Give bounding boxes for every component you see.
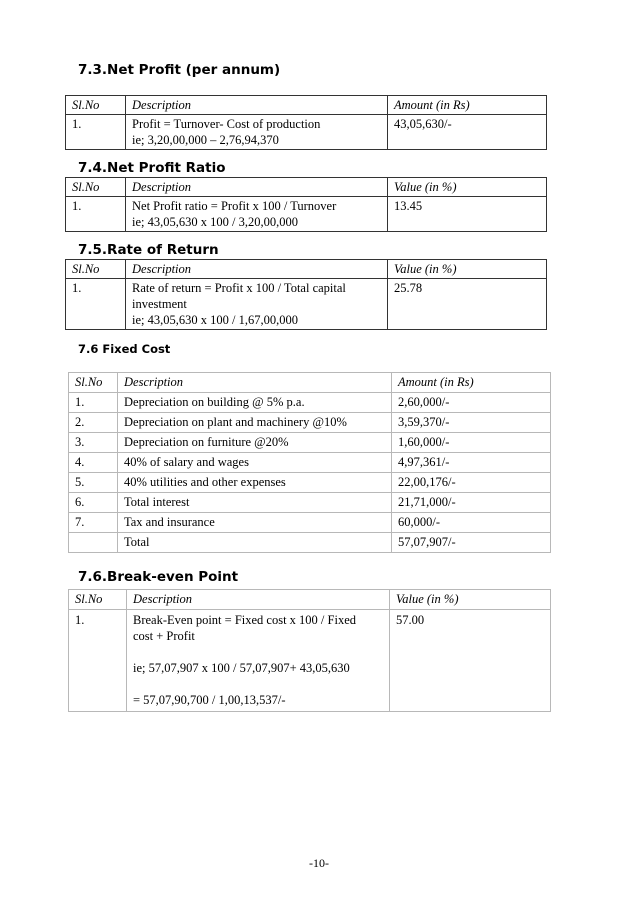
table-row xyxy=(66,115,547,150)
fixed-cost-table xyxy=(68,372,551,553)
description-line: ie; 3,20,00,000 – 2,76,94,370 xyxy=(132,133,279,147)
table-header-row xyxy=(66,96,547,115)
row-number: 5. xyxy=(69,473,118,493)
row-value: 2,60,000/- xyxy=(392,393,551,413)
row-value: 22,00,176/- xyxy=(392,473,551,493)
row-description: 40% of salary and wages xyxy=(118,453,392,473)
header-description: Description xyxy=(126,260,388,279)
row-description: Total interest xyxy=(118,493,392,513)
table-row xyxy=(69,393,551,413)
table-header-row xyxy=(69,590,551,610)
header-description: Description xyxy=(127,590,390,610)
row-value: 57.00 xyxy=(390,610,551,712)
table-row xyxy=(69,610,551,712)
rate-of-return-table xyxy=(65,259,547,330)
table-row xyxy=(69,413,551,433)
row-number: 2. xyxy=(69,413,118,433)
description-line: ie; 57,07,907 x 100 / 57,07,907+ 43,05,630 xyxy=(133,661,350,675)
header-value: Value (in %) xyxy=(388,178,547,197)
description-line: Profit = Turnover- Cost of production xyxy=(132,117,321,131)
header-description: Description xyxy=(126,96,388,115)
row-number: 1. xyxy=(66,115,126,150)
table-row xyxy=(69,433,551,453)
description-line: cost + Profit xyxy=(133,629,195,643)
table-row xyxy=(69,513,551,533)
header-slno: Sl.No xyxy=(66,260,126,279)
row-value: 4,97,361/- xyxy=(392,453,551,473)
header-amount: Amount (in Rs) xyxy=(388,96,547,115)
row-description xyxy=(126,115,388,150)
blank-line xyxy=(133,676,383,692)
row-number xyxy=(69,533,118,553)
description-line: Rate of return = Profit x 100 / Total capital xyxy=(132,281,346,295)
table-row xyxy=(66,197,547,232)
header-description: Description xyxy=(118,373,392,393)
table-header-row xyxy=(69,373,551,393)
row-description xyxy=(126,197,388,232)
row-value: 3,59,370/- xyxy=(392,413,551,433)
row-number: 3. xyxy=(69,433,118,453)
row-number: 1. xyxy=(69,610,127,712)
section-heading-rate-of-return: 7.5.Rate of Return xyxy=(78,242,219,258)
blank-line xyxy=(133,644,383,660)
row-number: 1. xyxy=(69,393,118,413)
header-slno: Sl.No xyxy=(66,178,126,197)
description-line: = 57,07,90,700 / 1,00,13,537/- xyxy=(133,693,286,707)
description-line: ie; 43,05,630 x 100 / 3,20,00,000 xyxy=(132,215,298,229)
row-number: 6. xyxy=(69,493,118,513)
description-line: Break-Even point = Fixed cost x 100 / Fixed xyxy=(133,613,356,627)
section-heading-fixed-cost: 7.6 Fixed Cost xyxy=(78,342,171,356)
header-description: Description xyxy=(126,178,388,197)
row-value: 60,000/- xyxy=(392,513,551,533)
net-profit-table xyxy=(65,95,547,150)
description-line: Net Profit ratio = Profit x 100 / Turnover xyxy=(132,199,337,213)
row-value: 21,71,000/- xyxy=(392,493,551,513)
row-number: 4. xyxy=(69,453,118,473)
header-slno: Sl.No xyxy=(69,373,118,393)
header-slno: Sl.No xyxy=(69,590,127,610)
row-description xyxy=(126,279,388,330)
break-even-table xyxy=(68,589,551,712)
table-header-row xyxy=(66,260,547,279)
header-slno: Sl.No xyxy=(66,96,126,115)
description-line: investment xyxy=(132,297,187,311)
row-description: Tax and insurance xyxy=(118,513,392,533)
table-total-row xyxy=(69,533,551,553)
row-description: 40% utilities and other expenses xyxy=(118,473,392,493)
row-description: Depreciation on plant and machinery @10% xyxy=(118,413,392,433)
table-row xyxy=(66,279,547,330)
row-number: 7. xyxy=(69,513,118,533)
table-header-row xyxy=(66,178,547,197)
net-profit-ratio-table xyxy=(65,177,547,232)
row-description: Depreciation on furniture @20% xyxy=(118,433,392,453)
row-value: 57,07,907/- xyxy=(392,533,551,553)
row-number: 1. xyxy=(66,279,126,330)
row-description: Depreciation on building @ 5% p.a. xyxy=(118,393,392,413)
header-value: Value (in %) xyxy=(388,260,547,279)
table-row xyxy=(69,493,551,513)
header-value: Value (in %) xyxy=(390,590,551,610)
row-value: 1,60,000/- xyxy=(392,433,551,453)
page-number: -10- xyxy=(309,856,329,870)
description-line: ie; 43,05,630 x 100 / 1,67,00,000 xyxy=(132,313,298,327)
section-heading-break-even: 7.6.Break-even Point xyxy=(78,569,239,585)
section-heading-net-profit: 7.3.Net Profit (per annum) xyxy=(78,62,281,78)
row-value: 25.78 xyxy=(388,279,547,330)
row-number: 1. xyxy=(66,197,126,232)
header-amount: Amount (in Rs) xyxy=(392,373,551,393)
section-heading-net-profit-ratio: 7.4.Net Profit Ratio xyxy=(78,160,226,176)
row-description: Total xyxy=(118,533,392,553)
row-description xyxy=(127,610,390,712)
row-value: 13.45 xyxy=(388,197,547,232)
table-row xyxy=(69,453,551,473)
row-value: 43,05,630/- xyxy=(388,115,547,150)
table-row xyxy=(69,473,551,493)
